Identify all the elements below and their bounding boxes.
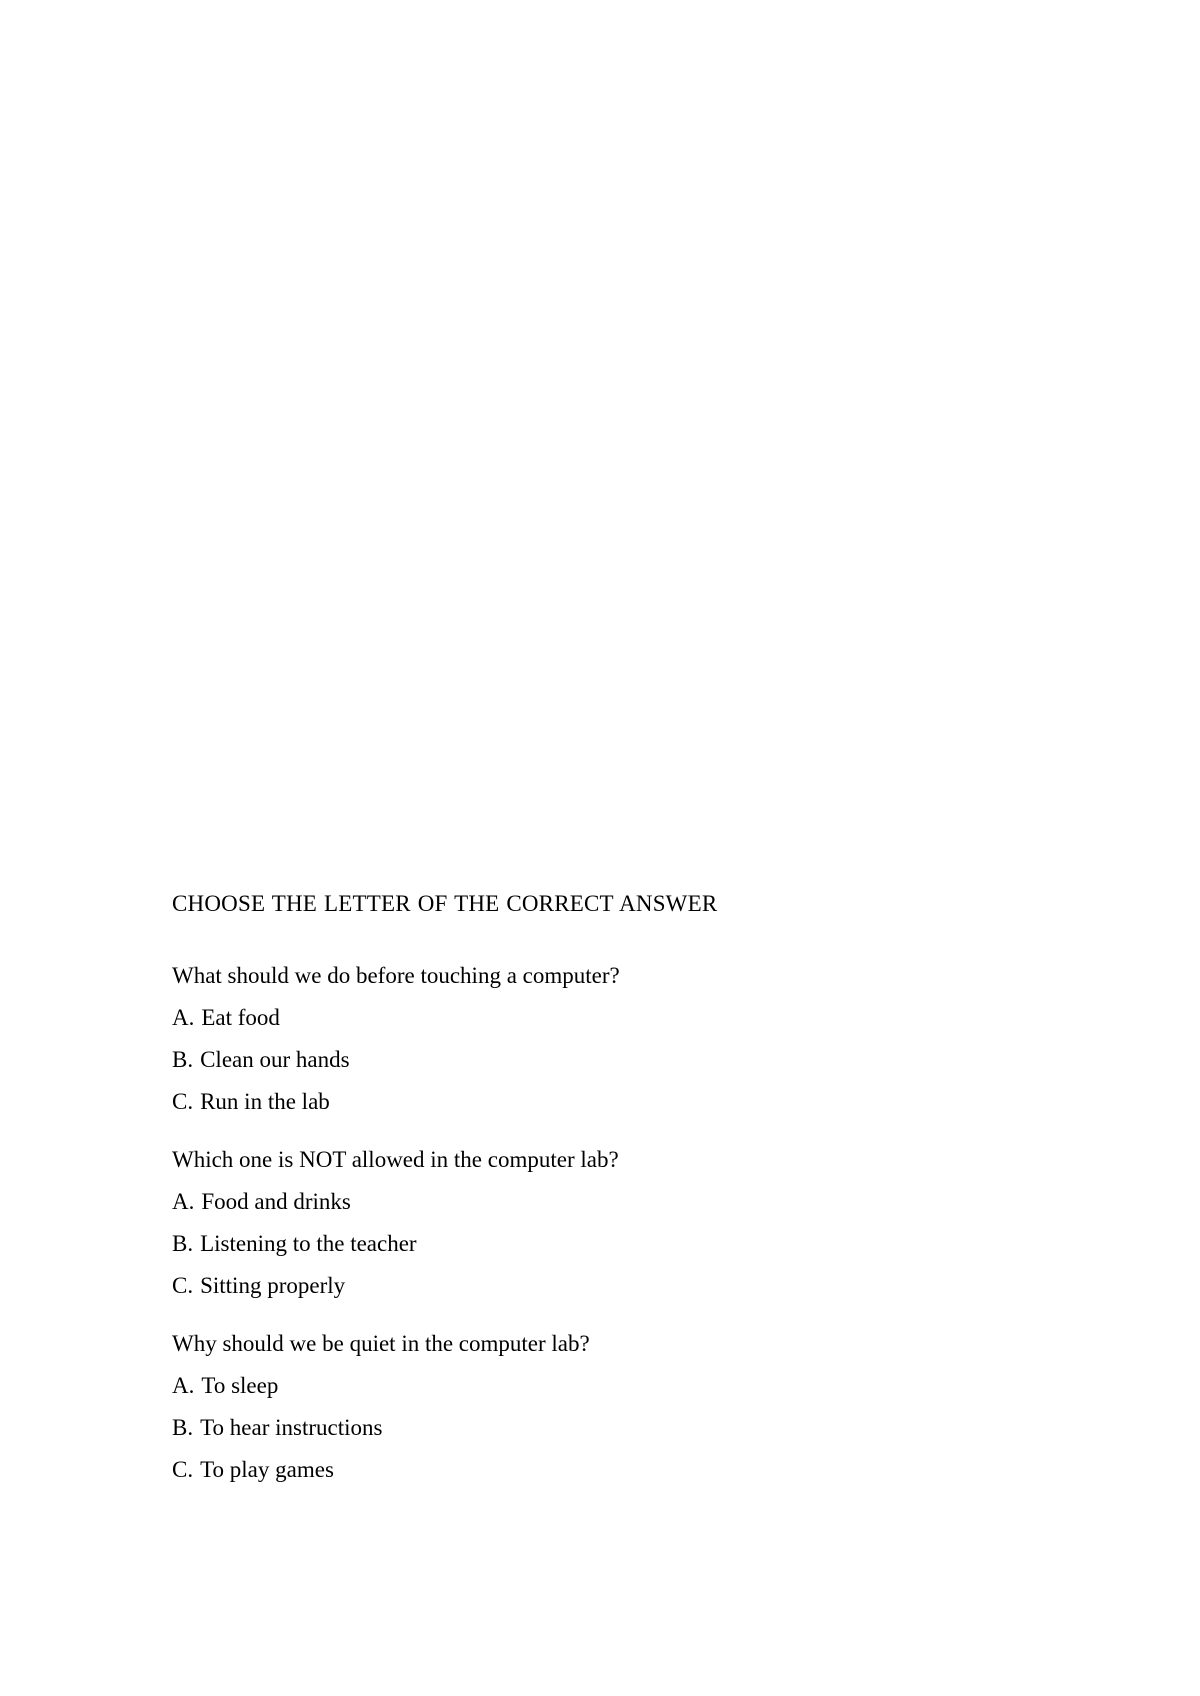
- question-text: Why should we be quiet in the computer lab?: [172, 1331, 590, 1356]
- option-letter: C.: [172, 1457, 194, 1482]
- answer-option: [172, 1003, 1072, 1033]
- answer-option: [172, 1413, 1072, 1443]
- option-letter: A.: [172, 1189, 195, 1214]
- option-text: Clean our hands: [200, 1047, 350, 1072]
- option-text: Eat food: [201, 1005, 280, 1030]
- question-block-1: [172, 961, 1072, 1117]
- option-letter: B.: [172, 1047, 194, 1072]
- option-text: Listening to the teacher: [200, 1231, 417, 1256]
- answer-options: [172, 1371, 1072, 1485]
- option-letter: A.: [172, 1005, 195, 1030]
- option-letter: B.: [172, 1231, 194, 1256]
- question-block-2: [172, 1145, 1072, 1301]
- option-letter: B.: [172, 1415, 194, 1440]
- answer-option: [172, 1371, 1072, 1401]
- option-letter: C.: [172, 1089, 194, 1114]
- question-text: Which one is NOT allowed in the computer lab?: [172, 1147, 619, 1172]
- answer-option: [172, 1187, 1072, 1217]
- answer-option: [172, 1229, 1072, 1259]
- answer-option: [172, 1271, 1072, 1301]
- answer-option: [172, 1087, 1072, 1117]
- option-letter: C.: [172, 1273, 194, 1298]
- option-text: To sleep: [201, 1373, 279, 1398]
- quiz-content: [172, 889, 1072, 1513]
- answer-options: [172, 1003, 1072, 1117]
- option-letter: A.: [172, 1373, 195, 1398]
- option-text: Food and drinks: [201, 1189, 351, 1214]
- answer-option: [172, 1455, 1072, 1485]
- answer-option: [172, 1045, 1072, 1075]
- option-text: To play games: [200, 1457, 334, 1482]
- question-block-3: [172, 1329, 1072, 1485]
- option-text: Run in the lab: [200, 1089, 330, 1114]
- quiz-instruction: CHOOSE THE LETTER OF THE CORRECT ANSWER: [172, 891, 718, 916]
- option-text: To hear instructions: [200, 1415, 383, 1440]
- answer-options: [172, 1187, 1072, 1301]
- question-text: What should we do before touching a computer?: [172, 963, 620, 988]
- option-text: Sitting properly: [200, 1273, 346, 1298]
